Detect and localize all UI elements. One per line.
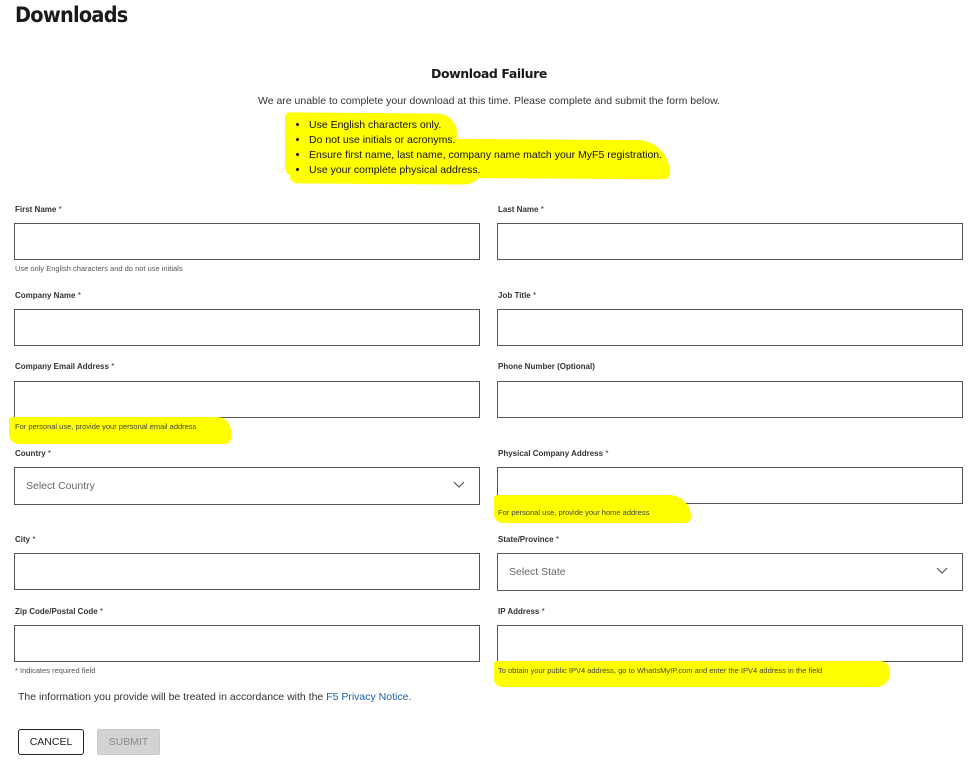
rule-item: • Do not use initials or acronyms. xyxy=(309,133,662,148)
download-rules-list xyxy=(292,118,662,178)
privacy-statement: The information you provide will be treated in accordance with the F5 Privacy Notice. xyxy=(18,691,412,703)
company-email-hint: For personal use, provide your personal email address xyxy=(15,422,197,431)
rule-item: • Use English characters only. xyxy=(309,118,662,133)
country-select-value: Select Country xyxy=(26,480,95,492)
job-title-input[interactable] xyxy=(497,309,963,346)
ip-address-input[interactable] xyxy=(497,625,963,662)
submit-button[interactable]: SUBMIT xyxy=(97,729,160,755)
state-label: State/Province * xyxy=(498,535,559,544)
last-name-label: Last Name * xyxy=(498,205,544,214)
cancel-button[interactable]: CANCEL xyxy=(18,729,84,755)
ip-address-hint: To obtain your public IPV4 address, go to WhatIsMyIP.com and enter the IPV4 address in the field xyxy=(498,666,823,675)
rule-item: • Use your complete physical address. xyxy=(309,163,662,178)
rule-item: • Ensure first name, last name, company name match your MyF5 registration. xyxy=(309,148,662,163)
country-select[interactable] xyxy=(14,467,480,505)
state-select[interactable] xyxy=(497,553,963,591)
company-email-input[interactable] xyxy=(14,381,480,418)
privacy-notice-link[interactable]: F5 Privacy Notice xyxy=(326,691,409,703)
company-name-label: Company Name * xyxy=(15,291,81,300)
last-name-input[interactable] xyxy=(497,223,963,260)
physical-address-label: Physical Company Address * xyxy=(498,449,609,458)
state-select-value: Select State xyxy=(509,566,566,578)
city-input[interactable] xyxy=(14,553,480,590)
first-name-input[interactable] xyxy=(14,223,480,260)
chevron-down-icon xyxy=(936,567,948,575)
first-name-label: First Name * xyxy=(15,205,62,214)
first-name-hint: Use only English characters and do not use initials xyxy=(15,264,183,273)
download-failure-title: Download Failure xyxy=(431,66,547,81)
page-title: Downloads xyxy=(15,3,128,27)
job-title-label: Job Title * xyxy=(498,291,537,300)
company-email-label: Company Email Address * xyxy=(15,362,115,371)
chevron-down-icon xyxy=(453,481,465,489)
zip-code-label: Zip Code/Postal Code * xyxy=(15,607,104,616)
city-label: City * xyxy=(15,535,36,544)
country-label: Country * xyxy=(15,449,52,458)
download-failure-description: We are unable to complete your download at this time. Please complete and submit the form below. xyxy=(257,95,721,107)
phone-number-label: Phone Number (Optional) xyxy=(498,362,595,371)
zip-code-input[interactable] xyxy=(14,625,480,662)
phone-number-input[interactable] xyxy=(497,381,963,418)
required-field-note: * Indicates required field xyxy=(15,666,96,675)
ip-address-label: IP Address * xyxy=(498,607,545,616)
physical-address-hint: For personal use, provide your home address xyxy=(498,508,650,517)
company-name-input[interactable] xyxy=(14,309,480,346)
